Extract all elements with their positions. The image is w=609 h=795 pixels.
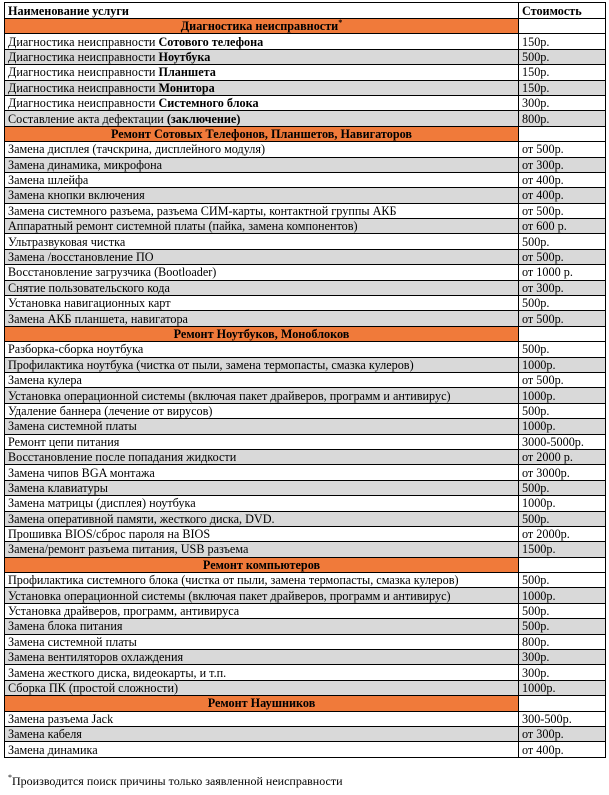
service-price: 500р.	[519, 342, 606, 357]
service-name-emphasis: Планшета	[158, 65, 216, 80]
table-row	[5, 142, 606, 157]
price-table	[4, 2, 606, 758]
section-header-row	[5, 126, 606, 141]
service-name: Замена чипов BGA монтажа	[8, 465, 155, 480]
table-row	[5, 296, 606, 311]
table-row	[5, 650, 606, 665]
service-name: Установка навигационных карт	[8, 296, 171, 311]
section-title	[5, 19, 519, 34]
service-name-emphasis: Монитора	[158, 80, 215, 95]
table-row	[5, 403, 606, 418]
service-price: от 500р.	[519, 249, 606, 264]
service-name-cell	[5, 280, 519, 295]
table-row	[5, 95, 606, 110]
service-name-cell	[5, 172, 519, 187]
service-name-cell	[5, 80, 519, 95]
service-price: от 400р.	[519, 742, 606, 757]
table-row	[5, 680, 606, 695]
table-row	[5, 480, 606, 495]
service-price: от 3000р.	[519, 465, 606, 480]
service-name: Замена динамика	[8, 742, 98, 757]
table-row	[5, 157, 606, 172]
service-name: Диагностика неисправности	[8, 80, 159, 95]
table-row	[5, 80, 606, 95]
table-row	[5, 665, 606, 680]
section-title-text: Ремонт Сотовых Телефонов, Планшетов, Навигаторов	[110, 126, 413, 141]
table-row	[5, 526, 606, 541]
service-name-cell	[5, 496, 519, 511]
service-name-cell	[5, 49, 519, 64]
service-name: Замена дисплея (тачскрина, дисплейного модуля)	[8, 142, 266, 157]
service-name-cell	[5, 311, 519, 326]
service-name: Составление акта дефектации	[8, 111, 167, 126]
service-price: 300р.	[519, 650, 606, 665]
service-name: Ультразвуковая чистка	[8, 234, 126, 249]
service-price: от 2000 р.	[519, 449, 606, 464]
service-price: 150р.	[519, 65, 606, 80]
section-price-cell	[519, 126, 606, 141]
table-row	[5, 219, 606, 234]
service-price: 300р.	[519, 95, 606, 110]
service-name: Замена системного разъема, разъема СИМ-карты, контактной группы АКБ	[8, 203, 397, 218]
table-row	[5, 603, 606, 618]
service-price: 3000-5000р.	[519, 434, 606, 449]
service-name-cell	[5, 480, 519, 495]
service-column-header: Наименование услуги	[5, 3, 519, 19]
section-price-cell	[519, 557, 606, 572]
service-name-cell	[5, 357, 519, 372]
table-row	[5, 357, 606, 372]
table-row	[5, 34, 606, 49]
table-row	[5, 619, 606, 634]
table-row	[5, 188, 606, 203]
footnote-mark: *	[8, 773, 12, 782]
section-header-row	[5, 326, 606, 341]
service-price: 1000р.	[519, 496, 606, 511]
section-title	[5, 696, 519, 711]
section-price-cell	[519, 696, 606, 711]
service-price: 150р.	[519, 80, 606, 95]
service-name: Замена системной платы	[8, 634, 137, 649]
service-name: Замена кабеля	[8, 727, 82, 742]
service-price: 800р.	[519, 111, 606, 126]
service-price: от 500р.	[519, 203, 606, 218]
service-price: от 400р.	[519, 172, 606, 187]
service-name-cell	[5, 588, 519, 603]
service-name: Снятие пользовательского кода	[8, 280, 170, 295]
table-row	[5, 465, 606, 480]
section-price-cell	[519, 19, 606, 34]
service-price: от 400р.	[519, 188, 606, 203]
service-name: Разборка-сборка ноутбука	[8, 342, 144, 357]
section-title-text: Диагностика неисправности	[180, 19, 339, 34]
service-name-cell	[5, 619, 519, 634]
service-name-cell	[5, 157, 519, 172]
service-name-cell	[5, 603, 519, 618]
service-price: от 1000 р.	[519, 265, 606, 280]
service-name: Сборка ПК (простой сложности)	[8, 680, 179, 695]
service-name: Установка операционной системы (включая пакет драйверов, программ и антивирус)	[8, 388, 451, 403]
table-row	[5, 634, 606, 649]
service-name-cell	[5, 526, 519, 541]
table-row	[5, 573, 606, 588]
service-name: Профилактика ноутбука (чистка от пыли, замена термопасты, смазка кулеров)	[8, 357, 414, 372]
service-name: Диагностика неисправности	[8, 49, 159, 64]
table-row	[5, 203, 606, 218]
service-name: Замена матрицы (дисплея) ноутбука	[8, 496, 196, 511]
service-name-cell	[5, 634, 519, 649]
service-price: от 300р.	[519, 726, 606, 741]
service-name: Замена блока питания	[8, 619, 123, 634]
table-row	[5, 726, 606, 741]
service-price: 1500р.	[519, 542, 606, 557]
service-name: Замена кулера	[8, 373, 82, 388]
price-table-body	[5, 19, 606, 758]
table-row	[5, 388, 606, 403]
service-name-cell	[5, 203, 519, 218]
service-name: Диагностика неисправности	[8, 96, 159, 111]
service-name: Замена /восстановление ПО	[8, 250, 154, 265]
service-price: от 300р.	[519, 280, 606, 295]
service-name-cell	[5, 680, 519, 695]
service-name-cell	[5, 111, 519, 126]
service-price: от 500р.	[519, 142, 606, 157]
service-name: Замена АКБ планшета, навигатора	[8, 311, 188, 326]
section-title	[5, 126, 519, 141]
service-name-cell	[5, 742, 519, 757]
service-name-cell	[5, 342, 519, 357]
service-name: Профилактика системного блока (чистка от пыли, замена термопасты, смазка кулеров)	[8, 573, 459, 588]
table-row	[5, 49, 606, 64]
service-name-cell	[5, 265, 519, 280]
table-header-row	[5, 3, 606, 19]
price-column-header: Стоимость	[519, 3, 606, 19]
service-name-cell	[5, 726, 519, 741]
footnote-text: Производится поиск причины только заявленной неисправности	[12, 774, 343, 788]
service-price: от 300р.	[519, 157, 606, 172]
service-name: Удаление баннера (лечение от вирусов)	[8, 403, 213, 418]
service-price: 500р.	[519, 234, 606, 249]
service-name-cell	[5, 419, 519, 434]
service-price: 500р.	[519, 480, 606, 495]
table-row	[5, 434, 606, 449]
section-price-cell	[519, 326, 606, 341]
service-name-cell	[5, 711, 519, 726]
table-row	[5, 449, 606, 464]
service-name-emphasis: (заключение)	[166, 111, 241, 126]
table-row	[5, 372, 606, 387]
section-title	[5, 326, 519, 341]
service-name: Диагностика неисправности	[8, 65, 159, 80]
section-title-text: Ремонт Наушников	[207, 696, 316, 711]
service-name: Аппаратный ремонт системной платы (пайка, замена компонентов)	[8, 219, 358, 234]
table-row	[5, 65, 606, 80]
section-title-text: Ремонт Ноутбуков, Моноблоков	[173, 327, 350, 341]
section-title-text: Ремонт компьютеров	[202, 557, 321, 572]
service-name-cell	[5, 296, 519, 311]
table-row	[5, 311, 606, 326]
service-name: Замена системной платы	[8, 419, 137, 434]
service-price: 500р.	[519, 603, 606, 618]
footnote	[8, 774, 343, 789]
service-price: 1000р.	[519, 419, 606, 434]
table-row	[5, 419, 606, 434]
table-row	[5, 172, 606, 187]
table-row	[5, 496, 606, 511]
service-name: Восстановление загрузчика (Bootloader)	[8, 265, 217, 280]
service-name-cell	[5, 34, 519, 49]
service-price: 500р.	[519, 573, 606, 588]
service-name-cell	[5, 650, 519, 665]
service-name-cell	[5, 449, 519, 464]
service-name-cell	[5, 249, 519, 264]
service-price: 1000р.	[519, 357, 606, 372]
service-price: 500р.	[519, 619, 606, 634]
service-name: Установка операционной системы (включая пакет драйверов, программ и антивирус)	[8, 588, 451, 603]
service-name-cell	[5, 511, 519, 526]
table-row	[5, 265, 606, 280]
service-name-emphasis: Системного блока	[158, 96, 259, 111]
table-row	[5, 249, 606, 264]
service-name: Прошивка BIOS/сброс пароля на BIOS	[8, 527, 211, 542]
service-name-cell	[5, 434, 519, 449]
service-name: Замена жесткого диска, видеокарты, и т.п.	[8, 665, 227, 680]
section-header-row	[5, 19, 606, 34]
service-name-cell	[5, 403, 519, 418]
service-price: от 2000р.	[519, 526, 606, 541]
section-title	[5, 557, 519, 572]
service-name: Замена/ремонт разъема питания, USB разъема	[8, 542, 249, 557]
service-price: 500р.	[519, 49, 606, 64]
service-name: Замена шлейфа	[8, 173, 89, 188]
service-name-cell	[5, 234, 519, 249]
service-name: Восстановление после попадания жидкости	[8, 450, 237, 465]
section-header-row	[5, 557, 606, 572]
service-price: 300-500р.	[519, 711, 606, 726]
table-row	[5, 111, 606, 126]
table-row	[5, 711, 606, 726]
service-name-cell	[5, 573, 519, 588]
table-row	[5, 511, 606, 526]
service-price: 500р.	[519, 511, 606, 526]
table-row	[5, 542, 606, 557]
service-name: Замена клавиатуры	[8, 480, 108, 495]
service-price: 500р.	[519, 403, 606, 418]
service-name: Ремонт цепи питания	[8, 434, 120, 449]
table-row	[5, 742, 606, 757]
service-price: 300р.	[519, 665, 606, 680]
service-price: 150р.	[519, 34, 606, 49]
table-row	[5, 342, 606, 357]
service-name-emphasis: Ноутбука	[158, 49, 211, 64]
service-name: Замена вентиляторов охлаждения	[8, 650, 184, 665]
service-name: Замена динамика, микрофона	[8, 157, 163, 172]
service-name-cell	[5, 665, 519, 680]
service-name-cell	[5, 465, 519, 480]
service-price: 800р.	[519, 634, 606, 649]
section-header-row	[5, 696, 606, 711]
service-name-cell	[5, 142, 519, 157]
service-price: 1000р.	[519, 388, 606, 403]
service-price: от 500р.	[519, 311, 606, 326]
service-name-cell	[5, 219, 519, 234]
table-row	[5, 280, 606, 295]
service-price: от 600 р.	[519, 219, 606, 234]
table-row	[5, 234, 606, 249]
service-name: Замена кнопки включения	[8, 188, 145, 203]
service-name-cell	[5, 542, 519, 557]
service-price: 1000р.	[519, 680, 606, 695]
service-price: от 500р.	[519, 372, 606, 387]
service-name: Диагностика неисправности	[8, 34, 159, 49]
service-name-cell	[5, 65, 519, 80]
service-price: 1000р.	[519, 588, 606, 603]
service-name-cell	[5, 388, 519, 403]
footnote-marker: *	[338, 18, 343, 28]
service-name: Установка драйверов, программ, антивируса	[8, 604, 240, 619]
table-row	[5, 588, 606, 603]
service-name-emphasis: Сотового телефона	[158, 34, 264, 49]
service-name-cell	[5, 372, 519, 387]
service-price: 500р.	[519, 296, 606, 311]
service-name: Замена оперативной памяти, жесткого диска, DVD.	[8, 511, 275, 526]
service-name-cell	[5, 188, 519, 203]
service-name: Замена разъема Jack	[8, 711, 114, 726]
service-name-cell	[5, 95, 519, 110]
